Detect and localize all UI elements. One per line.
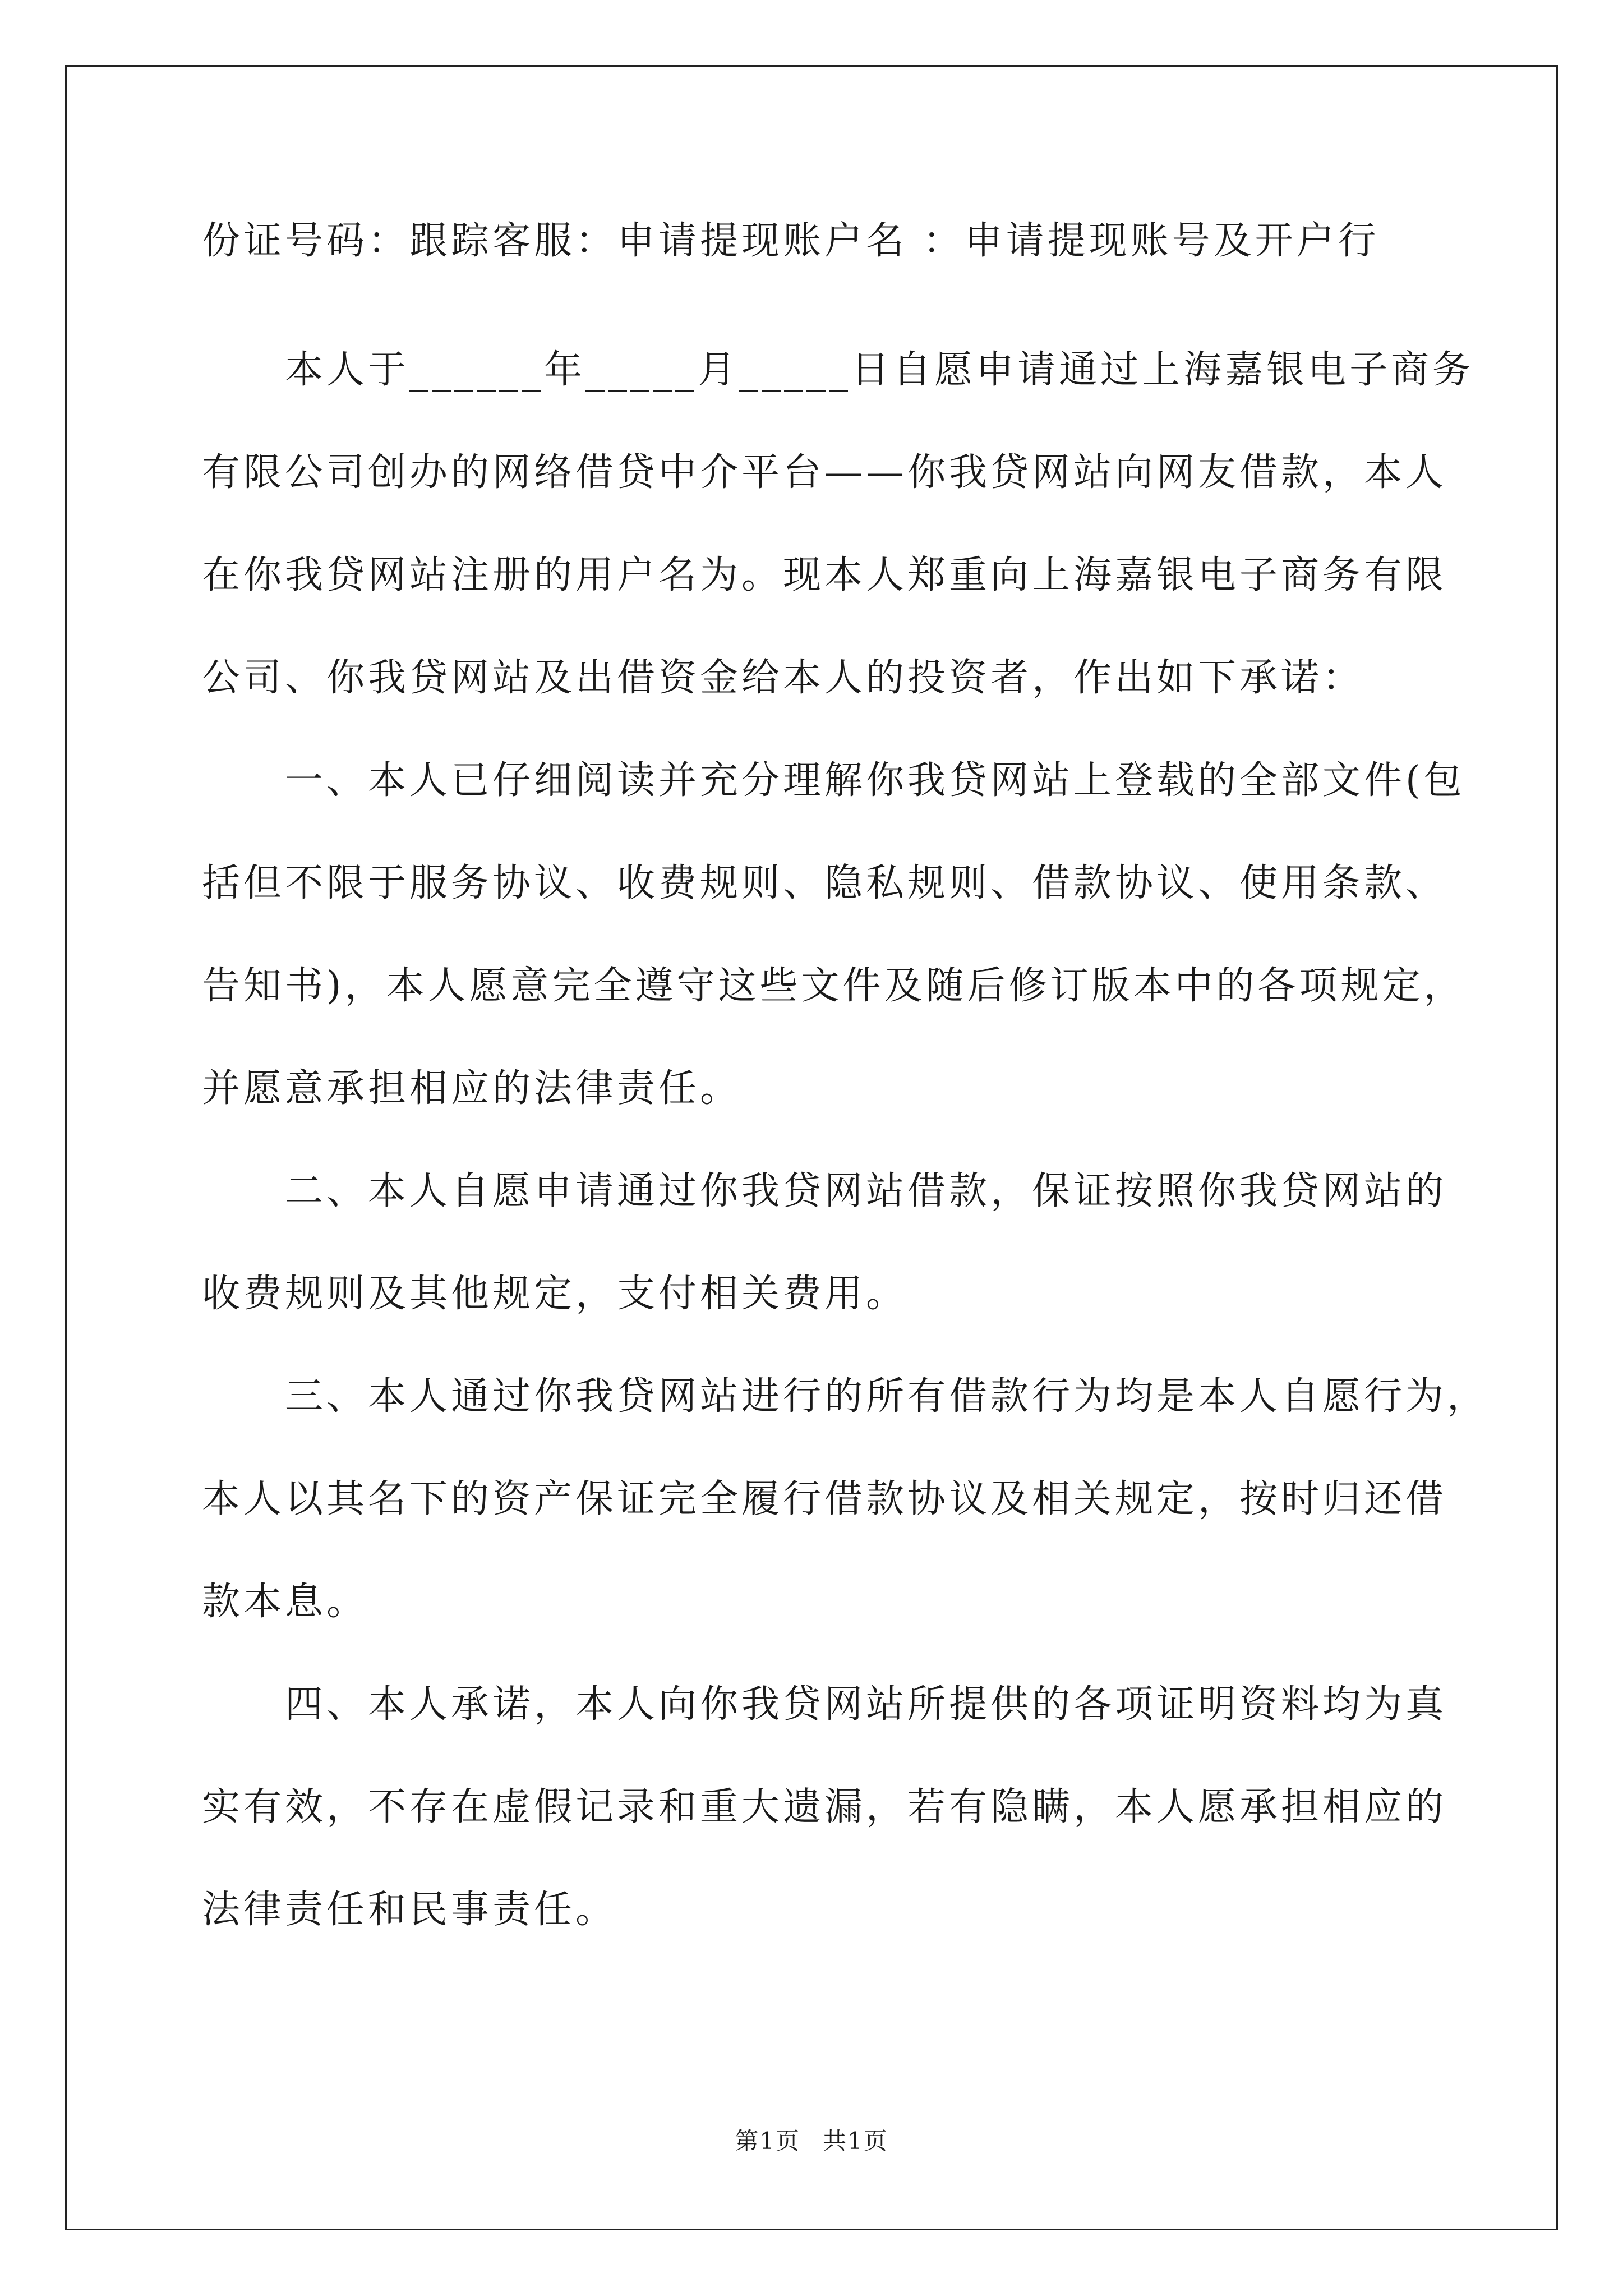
paragraph-row: 四、本人承诺，本人向你我贷网站所提供的各项证明资料均为真 xyxy=(285,1682,1447,1727)
paragraph-row: 括但不限于服务协议、收费规则、隐私规则、借款协议、使用条款、 xyxy=(202,861,1447,905)
paragraph-clause-1 xyxy=(202,729,1465,1140)
paragraph-row: 告知书)，本人愿意完全遵守这些文件及随后修订版本中的各项规定， xyxy=(202,964,1465,1008)
paragraph-row: 收费规则及其他规定，支付相关费用。 xyxy=(202,1272,908,1316)
page-number-current: 第1页 xyxy=(735,2127,800,2155)
paragraph-row: 法律责任和民事责任。 xyxy=(202,1888,617,1932)
page-footer xyxy=(0,2123,1623,2156)
paragraph-row: 二、本人自愿申请通过你我贷网站借款，保证按照你我贷网站的 xyxy=(285,1169,1447,1213)
paragraph-clause-4 xyxy=(202,1653,1447,1961)
paragraph-row: 款本息。 xyxy=(202,1580,368,1624)
paragraph-intro xyxy=(202,319,1474,729)
paragraph-row: 本人于______年_____月_____日自愿申请通过上海嘉银电子商务 xyxy=(285,348,1474,392)
paragraph-row: 有限公司创办的网络借贷中介平台——你我贷网站向网友借款，本人 xyxy=(202,450,1447,495)
paragraph-row: 一、本人已仔细阅读并充分理解你我贷网站上登载的全部文件(包 xyxy=(285,758,1465,803)
document-body xyxy=(202,216,1489,1961)
paragraph-row: 本人以其名下的资产保证完全履行借款协议及相关规定，按时归还借 xyxy=(202,1477,1447,1521)
paragraph-row: 在你我贷网站注册的用户名为。现本人郑重向上海嘉银电子商务有限 xyxy=(202,553,1447,597)
paragraph-row: 并愿意承担相应的法律责任。 xyxy=(202,1066,742,1111)
paragraph-clause-3 xyxy=(202,1345,1489,1653)
paragraph-row: 实有效，不存在虚假记录和重大遗漏，若有隐瞒，本人愿承担相应的 xyxy=(202,1785,1447,1829)
page-number-total: 共1页 xyxy=(823,2127,888,2155)
paragraph-row: 三、本人通过你我贷网站进行的所有借款行为均是本人自愿行为， xyxy=(285,1374,1489,1419)
paragraph-clause-2 xyxy=(202,1140,1447,1345)
paragraph-row: 公司、你我贷网站及出借资金给本人的投资者，作出如下承诺： xyxy=(202,656,1364,700)
header-line: 份证号码：跟踪客服：申请提现账户名 ：申请提现账号及开户行 xyxy=(202,219,1380,263)
